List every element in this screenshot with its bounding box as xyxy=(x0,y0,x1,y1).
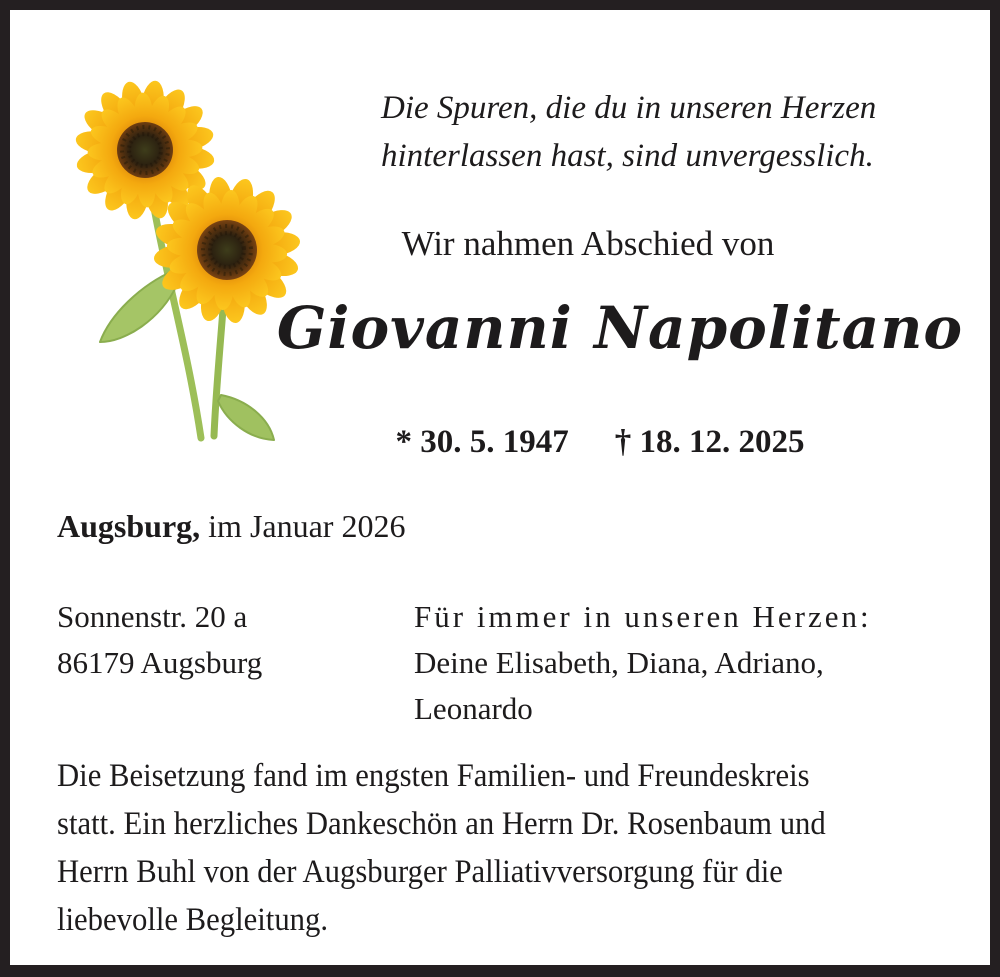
paragraph-line: liebevolle Begleitung. xyxy=(57,902,329,938)
address-street: Sonnenstr. 20 a xyxy=(57,599,248,634)
sunflower-image xyxy=(55,80,320,450)
quote-line: Die Spuren, die du in unseren Herzen xyxy=(381,90,877,126)
paragraph-line: Herrn Buhl von der Augsburger Palliativversorgung für die xyxy=(57,854,783,890)
mourners-names: Leonardo xyxy=(414,691,533,726)
quote-line: hinterlassen hast, sind unvergesslich. xyxy=(381,138,874,174)
closing-paragraph xyxy=(57,752,826,944)
farewell-intro: Wir nahmen Abschied von xyxy=(401,224,775,263)
mourners-block xyxy=(414,594,872,732)
life-dates xyxy=(340,424,860,461)
address-city: 86179 Augsburg xyxy=(57,645,263,680)
birth-date: * 30. 5. 1947 xyxy=(395,424,569,460)
place-date-line xyxy=(57,508,405,545)
paragraph-line: statt. Ein herzliches Dankeschön an Herrn Dr. Rosenbaum und xyxy=(57,806,826,842)
address-block xyxy=(57,594,262,686)
paragraph-line: Die Beisetzung fand im engsten Familien- und Freundeskreis xyxy=(57,758,810,794)
deceased-name: Giovanni Napolitano xyxy=(276,294,964,362)
memorial-quote xyxy=(381,84,876,180)
place-city: Augsburg, xyxy=(57,508,201,544)
mourners-heading: Für immer in unseren Herzen: xyxy=(414,599,872,634)
place-month: im Januar 2026 xyxy=(208,508,406,544)
death-date: † 18. 12. 2025 xyxy=(614,424,805,460)
mourners-names: Deine Elisabeth, Diana, Adriano, xyxy=(414,645,824,680)
